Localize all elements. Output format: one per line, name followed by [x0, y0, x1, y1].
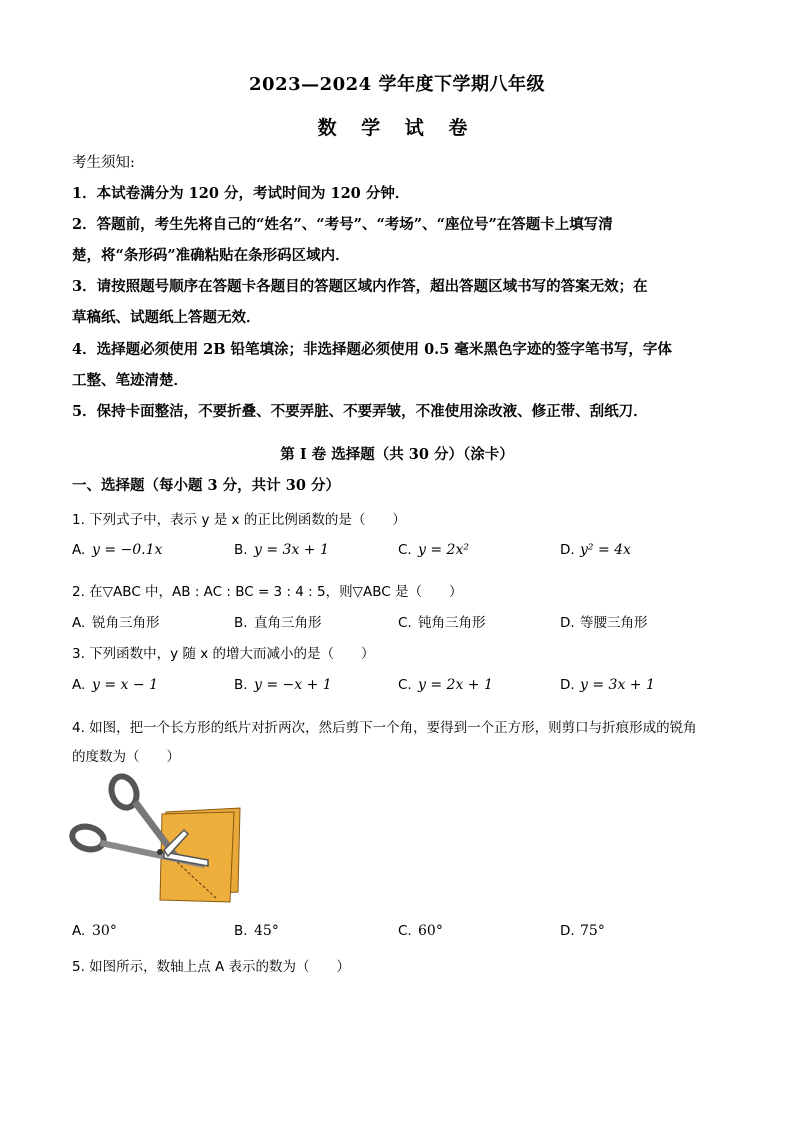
- notice-line-5: 草稿纸、试题纸上答题无效．: [72, 309, 261, 326]
- notice-line-4: 3．请按照题号顺序在答题卡各题目的答题区域内作答，超出答题区域书写的答案无效；在: [72, 278, 648, 295]
- option-text: y = 2x²: [418, 542, 469, 558]
- option-label: A.: [72, 923, 86, 939]
- option-label: D.: [560, 677, 575, 693]
- option-text: 60°: [418, 923, 443, 939]
- question-4-stem-cont: 的度数为（ ）: [72, 749, 180, 765]
- notice-line-7: 工整、笔迹清楚．: [72, 372, 188, 389]
- question-4-option-d: [560, 923, 605, 939]
- option-text: 30°: [92, 923, 117, 939]
- question-2-option-d: [560, 611, 648, 631]
- option-label: A.: [72, 677, 86, 693]
- question-2-option-c: [398, 611, 486, 631]
- notice-line-8: 5．保持卡面整洁，不要折叠、不要弄脏、不要弄皱，不准使用涂改液、修正带、刮纸刀．: [72, 403, 648, 420]
- option-label: B.: [234, 615, 248, 631]
- question-4-stem: 4. 如图，把一个长方形的纸片对折两次，然后剪下一个角，要得到一个正方形，则剪口与折痕形成的锐角: [72, 720, 697, 736]
- question-4-option-a: [72, 923, 117, 939]
- option-text: 75°: [580, 923, 605, 939]
- notice-line-2: 2．答题前，考生先将自己的“姓名”、“考号”、“考场”、“座位号”在答题卡上填写清: [72, 216, 613, 233]
- exam-title: 2023—2024 学年度下学期八年级: [249, 74, 545, 95]
- question-3-option-c: [398, 677, 493, 693]
- question-1-option-c: [398, 542, 469, 558]
- option-label: C.: [398, 923, 412, 939]
- notice-line-6: 4．选择题必须使用 2B 铅笔填涂；非选择题必须使用 0.5 毫米黑色字迹的签字笔书写，字体: [72, 341, 672, 358]
- option-text: 直角三角形: [254, 615, 322, 631]
- question-2-option-b: [234, 611, 322, 631]
- question-3-option-b: [234, 677, 332, 693]
- option-text: 钝角三角形: [418, 615, 486, 631]
- option-text: y = x − 1: [92, 677, 158, 693]
- question-3-option-a: [72, 677, 158, 693]
- option-text: 45°: [254, 923, 279, 939]
- option-text: y = 3x + 1: [254, 542, 329, 558]
- question-4-option-c: [398, 923, 443, 939]
- part-title: 一、选择题（每小题 3 分，共计 30 分）: [72, 477, 340, 494]
- option-label: D.: [560, 542, 575, 558]
- option-label: D.: [560, 615, 575, 631]
- notice-heading: 考生须知:: [72, 155, 135, 171]
- option-text: y = −x + 1: [254, 677, 332, 693]
- question-2-option-a: [72, 611, 160, 631]
- option-label: B.: [234, 677, 248, 693]
- question-5-stem: 5. 如图所示，数轴上点 A 表示的数为（ ）: [72, 959, 350, 975]
- scissors-icon: [68, 770, 248, 915]
- option-text: y = −0.1x: [92, 542, 163, 558]
- question-1-option-b: [234, 542, 329, 558]
- section-title: 第 I 卷 选择题（共 30 分）（涂卡）: [280, 446, 514, 463]
- option-label: C.: [398, 615, 412, 631]
- question-2-stem: 2. 在▽ABC 中，AB : AC : BC = 3 : 4 : 5，则▽ABC 是（ ）: [72, 584, 463, 600]
- option-label: D.: [560, 923, 575, 939]
- option-text: y² = 4x: [580, 542, 631, 558]
- option-text: y = 2x + 1: [418, 677, 493, 693]
- option-label: B.: [234, 923, 248, 939]
- question-1-option-a: [72, 542, 162, 558]
- question-3-option-d: [560, 677, 655, 693]
- option-label: A.: [72, 615, 86, 631]
- notice-line-3: 楚，将“条形码”准确粘贴在条形码区域内．: [72, 247, 350, 264]
- scissors-paper-figure: [68, 770, 248, 915]
- question-1-stem: 1. 下列式子中，表示 y 是 x 的正比例函数的是（ ）: [72, 512, 406, 528]
- option-label: B.: [234, 542, 248, 558]
- question-4-option-b: [234, 923, 279, 939]
- question-3-stem: 3. 下列函数中，y 随 x 的增大而减小的是（ ）: [72, 646, 375, 662]
- option-text: y = 3x + 1: [580, 677, 655, 693]
- option-text: 等腰三角形: [580, 615, 648, 631]
- option-label: A.: [72, 542, 86, 558]
- question-1-option-d: [560, 542, 631, 558]
- option-label: C.: [398, 542, 412, 558]
- option-label: C.: [398, 677, 412, 693]
- option-text: 锐角三角形: [92, 615, 160, 631]
- exam-subtitle: 数 学 试 卷: [317, 117, 477, 139]
- notice-line-1: 1．本试卷满分为 120 分，考试时间为 120 分钟．: [72, 185, 410, 202]
